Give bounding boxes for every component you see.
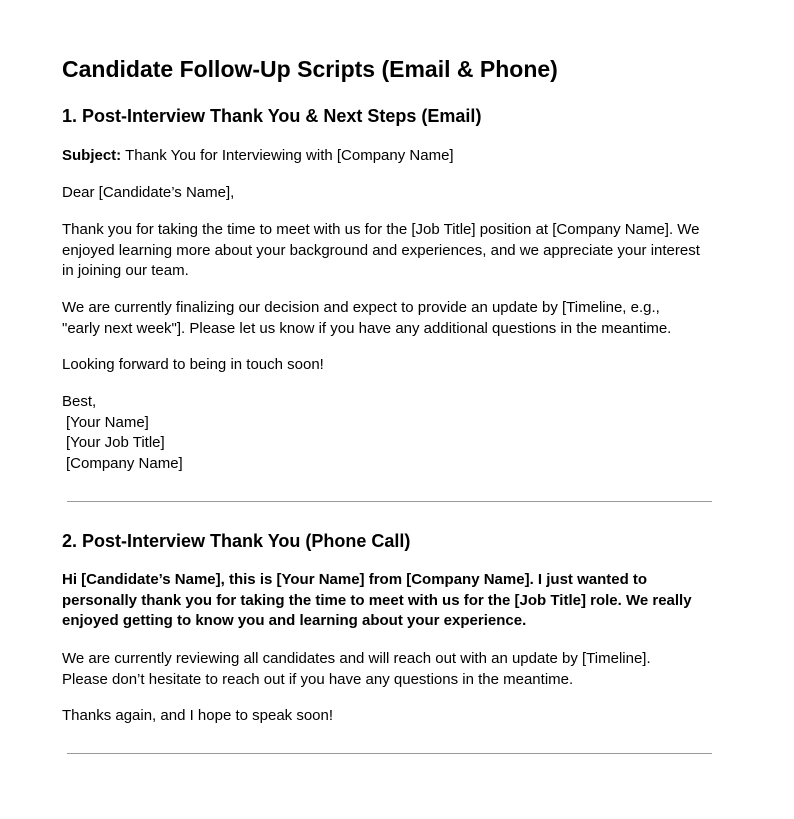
email-paragraph-1-line: in joining our team. [62,262,189,279]
email-paragraph-2-line: "early next week"]. Please let us know if you have any additional questions in the meantime. [62,319,672,337]
phone-script-paragraph-line: We are currently reviewing all candidates and will reach out with an update by [Timeline]. [62,650,651,667]
phone-script-line: personally thank you for taking the time to meet with us for the [Job Title] role. We really [62,591,692,609]
phone-closing-line: Thanks again, and I hope to speak soon! [62,707,334,724]
section-1-heading: 1. Post-Interview Thank You & Next Steps (Email) [62,106,482,126]
email-signature-block [62,392,732,474]
email-subject [62,146,732,167]
email-closing-line: Looking forward to being in touch soon! [62,356,324,373]
phone-script-paragraph [62,649,732,690]
email-paragraph-2 [62,298,732,339]
phone-script-opening [62,570,732,632]
subject-text: Thank You for Interviewing with [Company Name] [121,147,454,164]
signature-company: [Company Name] [66,454,183,472]
section-2-heading: 2. Post-Interview Thank You (Phone Call) [62,531,411,551]
subject-label: Subject: [62,147,122,164]
email-paragraph-2-line: We are currently finalizing our decision and expect to provide an update by [Timeline, e.g., [62,299,660,316]
email-paragraph-1-line: Thank you for taking the time to meet with us for the [Job Title] position at [Company Name]. We [62,221,700,238]
phone-script-paragraph-line: Please don’t hesitate to reach out if you have any questions in the meantime. [62,670,574,688]
signature-name: [Your Name] [66,413,149,431]
document-title: Candidate Follow-Up Scripts (Email & Phone) [62,56,558,82]
email-paragraph-1 [62,220,732,282]
signature-job-title: [Your Job Title] [66,434,165,451]
section-divider [67,753,712,754]
section-divider [67,501,712,502]
email-paragraph-1-line: enjoyed learning more about your background and experiences, and we appreciate your interest [62,241,700,259]
phone-script-line: Hi [Candidate’s Name], this is [Your Name] from [Company Name]. I just wanted to [62,571,648,588]
email-greeting: Dear [Candidate’s Name], [62,184,235,201]
phone-script-line: enjoyed getting to know you and learning about your experience. [62,612,527,629]
email-signoff: Best, [62,393,97,410]
